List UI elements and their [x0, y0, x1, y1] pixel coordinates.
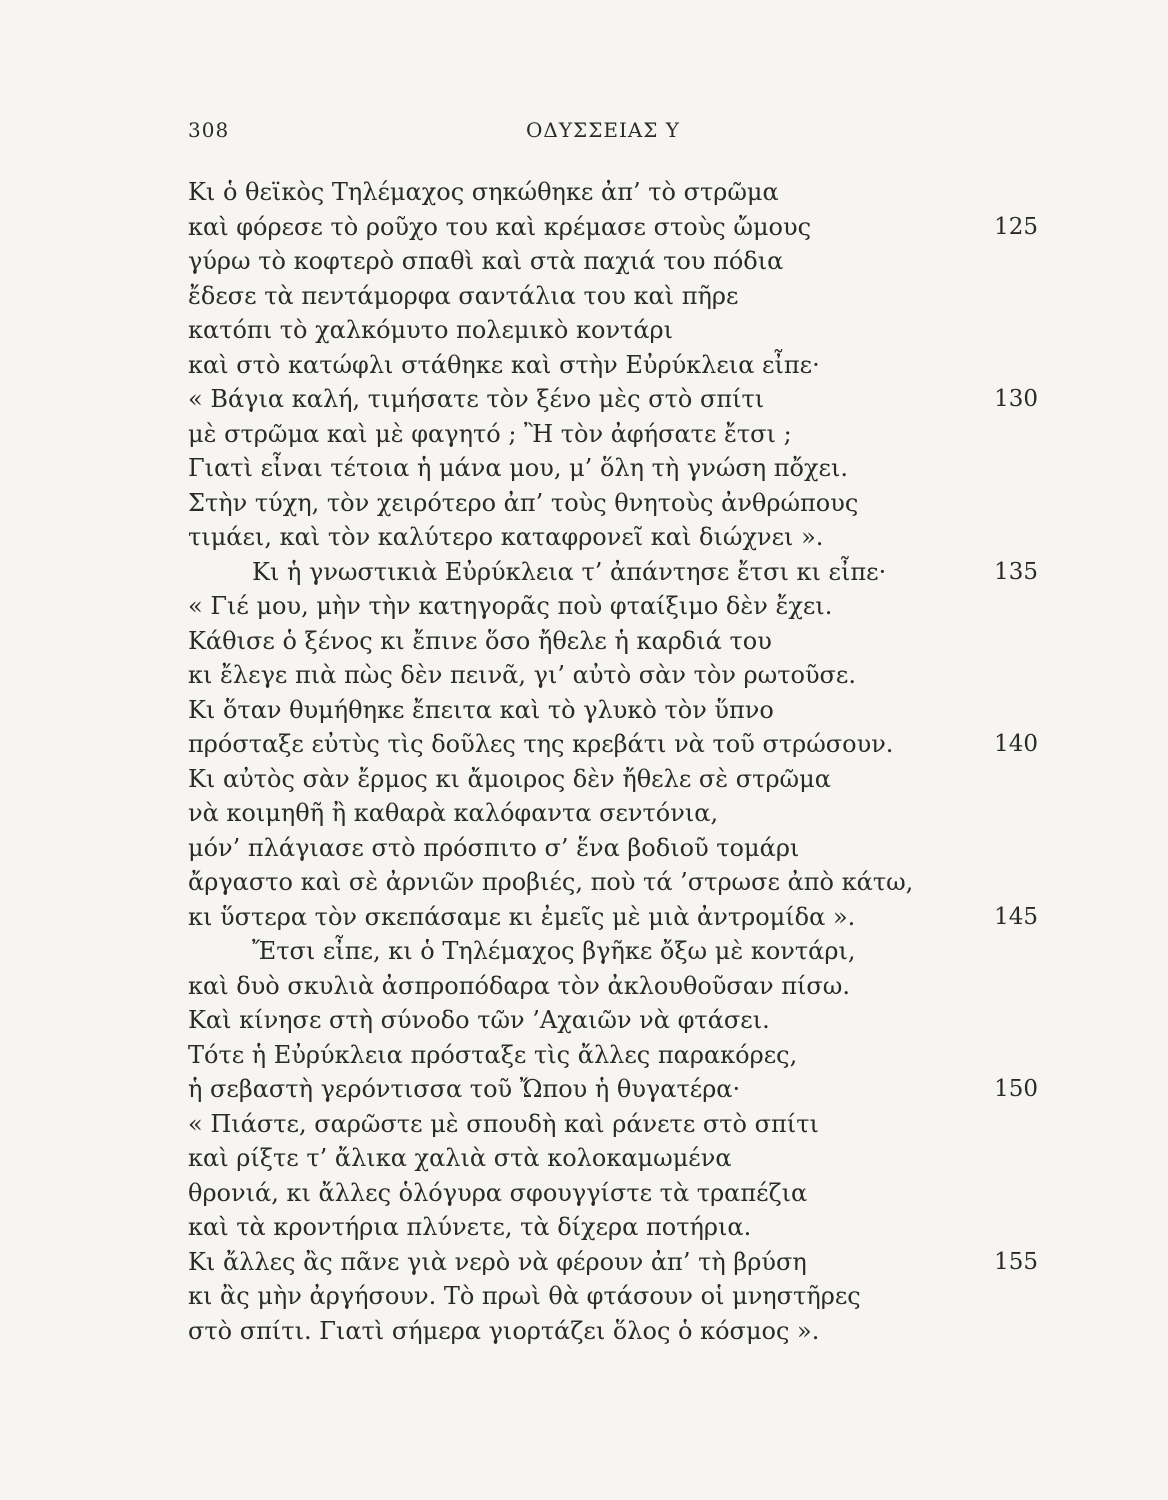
verse-line	[188, 451, 1038, 486]
verse-text: κι ἔλεγε πιὰ πὼς δὲν πεινᾶ, γι’ αὐτὸ σὰν τὸν ρωτοῦσε.	[188, 661, 856, 689]
verse-text: Κι ἄλλες ἂς πᾶνε γιὰ νερὸ νὰ φέρουν ἀπ’ τὴ βρύση	[188, 1247, 807, 1276]
verse-line	[188, 865, 1038, 900]
verse-line	[188, 1038, 1038, 1073]
verse-text: Κι ἡ γνωστικιὰ Εὐρύκλεια τ’ ἀπάντησε ἔτσι κι εἶπε·	[252, 557, 887, 586]
verse-line	[188, 1210, 1038, 1245]
verse-line	[188, 693, 1038, 728]
page-header	[188, 118, 1018, 148]
verse-line	[188, 900, 1038, 935]
running-title: ΟΔΥΣΣΕΙΑΣ Υ	[526, 118, 680, 142]
verse-text: πρόσταξε εὐτὺς τὶς δοῦλες της κρεβάτι νὰ τοῦ στρώσουν.	[188, 730, 894, 758]
verse-text: ἡ σεβαστὴ γερόντισσα τοῦ Ὤπου ἡ θυγατέρα·	[188, 1075, 741, 1103]
verse-text: ἄργαστο καὶ σὲ ἀρνιῶν προβιές, ποὺ τά ’στρωσε ἀπὸ κάτω,	[188, 868, 914, 896]
verse-text: τιμάει, καὶ τὸν καλύτερο καταφρονεῖ καὶ διώχνει ».	[188, 523, 824, 551]
verse-text: ἔδεσε τὰ πεντάμορφα σαντάλια του καὶ πῆρε	[188, 281, 739, 310]
verse-line	[188, 348, 1038, 383]
verse-text: καὶ δυὸ σκυλιὰ ἀσπροπόδαρα τὸν ἀκλουθοῦσαν πίσω.	[188, 971, 851, 1000]
verse-text: γύρω τὸ κοφτερὸ σπαθὶ καὶ στὰ παχιά του πόδια	[188, 247, 784, 275]
verse-text: μὲ στρῶμα καὶ μὲ φαγητό ; Ἢ τὸν ἀφήσατε ἔτσι ;	[188, 419, 792, 448]
verse-line	[188, 175, 1038, 210]
line-number: 145	[994, 903, 1038, 930]
verse-text: κι ἂς μὴν ἀργήσουν. Τὸ πρωὶ θὰ φτάσουν οἱ μνηστῆρες	[188, 1282, 861, 1310]
verse-text: κατόπι τὸ χαλκόμυτο πολεμικὸ κοντάρι	[188, 316, 674, 344]
verse-text: Στὴν τύχη, τὸν χειρότερο ἀπ’ τοὺς θνητοὺς ἀνθρώπους	[188, 488, 859, 517]
line-number: 130	[994, 386, 1038, 412]
verse-line	[188, 244, 1038, 279]
verse-line	[188, 1314, 1038, 1349]
verse-text: καὶ ρίξτε τ’ ἄλικα χαλιὰ στὰ κολοκαμωμένα	[188, 1144, 732, 1172]
verse-text: « Γιέ μου, μὴν τὴν κατηγορᾶς ποὺ φταίξιμο δὲν ἔχει.	[188, 592, 833, 620]
verse-line	[188, 1279, 1038, 1314]
verse-line	[188, 382, 1038, 417]
verse-line	[188, 417, 1038, 452]
verse-line	[188, 1245, 1038, 1280]
verse-line	[188, 1141, 1038, 1176]
verse-line	[188, 555, 1038, 590]
verse-text: νὰ κοιμηθῆ ἢ καθαρὰ καλόφαντα σεντόνια,	[188, 799, 719, 827]
line-number: 150	[994, 1076, 1038, 1102]
verse-text: μόν’ πλάγιασε στὸ πρόσπιτο σ’ ἕνα βοδιοῦ τομάρι	[188, 833, 800, 862]
verse-text: θρονιά, κι ἄλλες ὁλόγυρα σφουγγίστε τὰ τραπέζια	[188, 1178, 808, 1207]
verse-text: καὶ στὸ κατώφλι στάθηκε καὶ στὴν Εὐρύκλεια εἶπε·	[188, 350, 820, 379]
poem-text	[188, 175, 1038, 1348]
verse-line	[188, 624, 1038, 659]
verse-text: Τότε ἡ Εὐρύκλεια πρόσταξε τὶς ἄλλες παρακόρες,	[188, 1040, 798, 1069]
verse-line	[188, 727, 1038, 762]
line-number: 135	[994, 558, 1038, 585]
verse-text: καὶ τὰ κροντήρια πλύνετε, τὰ δίχερα ποτήρια.	[188, 1213, 752, 1241]
verse-text: κι ὕστερα τὸν σκεπάσαμε κι ἐμεῖς μὲ μιὰ ἀντρομίδα ».	[188, 902, 856, 931]
verse-line	[188, 658, 1038, 693]
verse-text: Καὶ κίνησε στὴ σύνοδο τῶν ’Αχαιῶν νὰ φτάσει.	[188, 1006, 770, 1034]
verse-text: στὸ σπίτι. Γιατὶ σήμερα γιορτάζει ὅλος ὁ κόσμος ».	[188, 1316, 820, 1345]
verse-text: « Πιάστε, σαρῶστε μὲ σπουδὴ καὶ ράνετε στὸ σπίτι	[188, 1109, 819, 1138]
verse-text: Γιατὶ εἶναι τέτοια ἡ μάνα μου, μ’ ὅλη τὴ γνώση πὄχει.	[188, 454, 849, 482]
verse-text: Ἔτσι εἶπε, κι ὁ Τηλέμαχος βγῆκε ὄξω μὲ κοντάρι,	[252, 937, 856, 965]
verse-line	[188, 762, 1038, 797]
verse-line	[188, 279, 1038, 314]
verse-line	[188, 831, 1038, 866]
verse-line	[188, 934, 1038, 969]
verse-line	[188, 796, 1038, 831]
verse-text: Κι ὅταν θυμήθηκε ἔπειτα καὶ τὸ γλυκὸ τὸν ὕπνο	[188, 695, 774, 724]
verse-line	[188, 1176, 1038, 1211]
verse-line	[188, 313, 1038, 348]
verse-line	[188, 486, 1038, 521]
verse-text: Κι ὁ θεϊκὸς Τηλέμαχος σηκώθηκε ἀπ’ τὸ στρῶμα	[188, 178, 779, 206]
verse-line	[188, 520, 1038, 555]
verse-line	[188, 210, 1038, 245]
line-number: 125	[994, 213, 1038, 240]
verse-line	[188, 1003, 1038, 1038]
page-number: 308	[188, 118, 230, 142]
line-number: 155	[994, 1248, 1038, 1275]
verse-text: καὶ φόρεσε τὸ ροῦχο του καὶ κρέμασε στοὺς ὤμους	[188, 212, 812, 241]
verse-line	[188, 1072, 1038, 1107]
verse-text: Κι αὐτὸς σὰν ἔρμος κι ἄμοιρος δὲν ἤθελε σὲ στρῶμα	[188, 764, 831, 793]
verse-line	[188, 589, 1038, 624]
verse-text: Κάθισε ὁ ξένος κι ἔπινε ὅσο ἤθελε ἡ καρδιά του	[188, 626, 772, 655]
verse-line	[188, 1107, 1038, 1142]
verse-text: « Βάγια καλή, τιμήσατε τὸν ξένο μὲς στὸ σπίτι	[188, 385, 765, 413]
line-number: 140	[994, 731, 1038, 757]
verse-line	[188, 969, 1038, 1004]
